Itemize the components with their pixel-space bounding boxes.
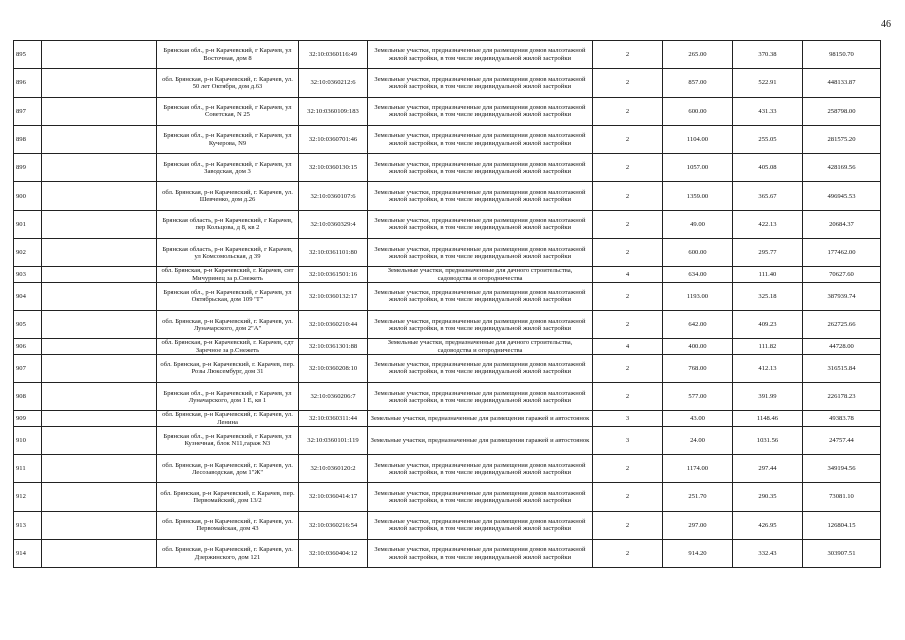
row-address: Брянская обл., р-н Карачевский, г Карачев, ул Кучерова, N9: [157, 125, 299, 153]
row-area: 297.00: [663, 511, 733, 539]
table-row: [14, 339, 881, 354]
row-address: обл. Брянская, р-н Карачевский, г. Карачев, пер. Первомайский, дом 13/2: [157, 483, 299, 511]
row-spacer: [42, 282, 157, 310]
table-body: [14, 41, 881, 568]
row-cadastral-value: 73081.10: [803, 483, 881, 511]
row-area: 1359.00: [663, 182, 733, 210]
row-specific-value: 295.77: [733, 239, 803, 267]
row-cadastral-value: 303907.51: [803, 539, 881, 567]
row-specific-value: 426.95: [733, 511, 803, 539]
row-cadastral-number: 32:10:0361301:88: [299, 339, 368, 354]
row-cadastral-value: 70627.60: [803, 267, 881, 282]
row-group: 2: [593, 282, 663, 310]
row-group: 2: [593, 511, 663, 539]
table-row: [14, 483, 881, 511]
row-address: обл. Брянская, р-н Карачевский, г. Карачев, ул. Лесозаводская, дом 1"Ж": [157, 455, 299, 483]
row-number: 914: [14, 539, 42, 567]
row-cadastral-value: 126804.15: [803, 511, 881, 539]
row-number: 903: [14, 267, 42, 282]
row-number: 901: [14, 210, 42, 238]
row-area: 251.70: [663, 483, 733, 511]
row-area: 600.00: [663, 239, 733, 267]
row-specific-value: 431.33: [733, 97, 803, 125]
row-spacer: [42, 239, 157, 267]
row-area: 400.00: [663, 339, 733, 354]
row-address: Брянская область, р-н Карачевский, г Карачев, ул Комсомольская, д 39: [157, 239, 299, 267]
row-specific-value: 325.18: [733, 282, 803, 310]
page-number: 46: [881, 19, 891, 30]
row-cadastral-number: 32:10:0360216:54: [299, 511, 368, 539]
row-spacer: [42, 383, 157, 411]
table-row: [14, 97, 881, 125]
row-group: 2: [593, 69, 663, 97]
row-cadastral-value: 20684.37: [803, 210, 881, 238]
row-group: 2: [593, 97, 663, 125]
row-address: обл. Брянская, р-н Карачевский, г. Карачев, ул. Луначарского, дом 2"А": [157, 311, 299, 339]
row-land-use: Земельные участки, предназначенные для размещения домов малоэтажной жилой застройки, в том числе индивидуальной жилой застройки: [368, 41, 593, 69]
row-area: 1174.00: [663, 455, 733, 483]
row-group: 2: [593, 455, 663, 483]
row-cadastral-number: 32:10:0361101:80: [299, 239, 368, 267]
row-number: 896: [14, 69, 42, 97]
row-spacer: [42, 311, 157, 339]
row-group: 2: [593, 539, 663, 567]
table-row: [14, 69, 881, 97]
table-row: [14, 455, 881, 483]
row-address: Брянская обл., р-н Карачевский, г Карачев, ул Октябрьская, дом 109 "Г": [157, 282, 299, 310]
row-spacer: [42, 97, 157, 125]
row-address: обл. Брянская, р-н Карачевский, г. Карачев, ул. Шевченко, дом д.26: [157, 182, 299, 210]
row-group: 2: [593, 210, 663, 238]
row-spacer: [42, 339, 157, 354]
row-cadastral-number: 32:10:0360101:119: [299, 426, 368, 454]
row-cadastral-value: 448133.87: [803, 69, 881, 97]
row-cadastral-value: 316515.84: [803, 354, 881, 382]
row-cadastral-value: 44728.00: [803, 339, 881, 354]
row-group: 2: [593, 383, 663, 411]
row-specific-value: 332.43: [733, 539, 803, 567]
row-area: 1104.00: [663, 125, 733, 153]
row-specific-value: 412.13: [733, 354, 803, 382]
row-land-use: Земельные участки, предназначенные для размещения домов малоэтажной жилой застройки, в том числе индивидуальной жилой застройки: [368, 455, 593, 483]
row-address: обл. Брянская, р-н Карачевский, г. Карачев, ул. 50 лет Октября, дом д.63: [157, 69, 299, 97]
row-group: 4: [593, 339, 663, 354]
row-group: 2: [593, 154, 663, 182]
row-area: 914.20: [663, 539, 733, 567]
row-cadastral-number: 32:10:0360130:15: [299, 154, 368, 182]
row-spacer: [42, 455, 157, 483]
row-address: обл. Брянская, р-н Карачевский, г. Карачев, ул. Дзержинского, дом 121: [157, 539, 299, 567]
row-area: 49.00: [663, 210, 733, 238]
row-address: обл. Брянская, р-н Карачевский, г. Карачев, ул. Ленина: [157, 411, 299, 426]
row-area: 265.00: [663, 41, 733, 69]
row-spacer: [42, 411, 157, 426]
row-specific-value: 290.35: [733, 483, 803, 511]
row-land-use: Земельные участки, предназначенные для размещения домов малоэтажной жилой застройки, в том числе индивидуальной жилой застройки: [368, 539, 593, 567]
row-cadastral-number: 32:10:0361501:16: [299, 267, 368, 282]
row-cadastral-value: 496945.53: [803, 182, 881, 210]
row-specific-value: 422.13: [733, 210, 803, 238]
row-cadastral-value: 281575.20: [803, 125, 881, 153]
row-area: 857.00: [663, 69, 733, 97]
table-row: [14, 311, 881, 339]
row-spacer: [42, 182, 157, 210]
row-group: 3: [593, 411, 663, 426]
row-cadastral-value: 177462.00: [803, 239, 881, 267]
row-specific-value: 405.08: [733, 154, 803, 182]
row-cadastral-number: 32:10:0360414:17: [299, 483, 368, 511]
table-row: [14, 41, 881, 69]
row-area: 577.00: [663, 383, 733, 411]
row-specific-value: 522.91: [733, 69, 803, 97]
row-land-use: Земельные участки, предназначенные для размещения домов малоэтажной жилой застройки, в том числе индивидуальной жилой застройки: [368, 154, 593, 182]
row-cadastral-number: 32:10:0360404:12: [299, 539, 368, 567]
row-area: 1057.00: [663, 154, 733, 182]
row-cadastral-value: 24757.44: [803, 426, 881, 454]
table-row: [14, 154, 881, 182]
row-number: 902: [14, 239, 42, 267]
row-address: Брянская обл., р-н Карачевский, г Карачев, ул Кузнечная, блок N11,гараж N3: [157, 426, 299, 454]
table-row: [14, 182, 881, 210]
row-area: 642.00: [663, 311, 733, 339]
row-cadastral-number: 32:10:0360210:44: [299, 311, 368, 339]
row-cadastral-number: 32:10:0360329:4: [299, 210, 368, 238]
row-number: 910: [14, 426, 42, 454]
row-specific-value: 297.44: [733, 455, 803, 483]
row-address: обл. Брянская, р-н Карачевский, г. Карачев, сдт Заречное за р.Снежеть: [157, 339, 299, 354]
row-address: Брянская обл., р-н Карачевский, г Карачев, ул Восточная, дом 8: [157, 41, 299, 69]
row-number: 913: [14, 511, 42, 539]
row-cadastral-number: 32:10:0360109:183: [299, 97, 368, 125]
row-cadastral-value: 349194.56: [803, 455, 881, 483]
row-land-use: Земельные участки, предназначенные для размещения домов малоэтажной жилой застройки, в том числе индивидуальной жилой застройки: [368, 483, 593, 511]
row-cadastral-value: 387939.74: [803, 282, 881, 310]
row-cadastral-value: 49383.78: [803, 411, 881, 426]
row-spacer: [42, 511, 157, 539]
row-spacer: [42, 41, 157, 69]
row-spacer: [42, 354, 157, 382]
row-address: Брянская область, р-н Карачевский, г Карачев, пер Кольцова, д 8, кв 2: [157, 210, 299, 238]
row-number: 897: [14, 97, 42, 125]
table-row: [14, 267, 881, 282]
row-group: 2: [593, 311, 663, 339]
row-specific-value: 409.23: [733, 311, 803, 339]
row-address: обл. Брянская, р-н Карачевский, г. Карачев, пер. Розы Люксембург, дом 31: [157, 354, 299, 382]
row-area: 24.00: [663, 426, 733, 454]
row-group: 2: [593, 125, 663, 153]
row-cadastral-value: 258798.00: [803, 97, 881, 125]
row-spacer: [42, 125, 157, 153]
row-cadastral-number: 32:10:0360208:10: [299, 354, 368, 382]
table-row: [14, 411, 881, 426]
row-cadastral-value: 98150.70: [803, 41, 881, 69]
table-row: [14, 383, 881, 411]
row-cadastral-value: 428169.56: [803, 154, 881, 182]
row-cadastral-number: 32:10:0360212:6: [299, 69, 368, 97]
row-number: 906: [14, 339, 42, 354]
row-land-use: Земельные участки, предназначенные для размещения домов малоэтажной жилой застройки, в том числе индивидуальной жилой застройки: [368, 511, 593, 539]
row-cadastral-value: 226178.23: [803, 383, 881, 411]
row-spacer: [42, 69, 157, 97]
row-specific-value: 1148.46: [733, 411, 803, 426]
row-area: 1193.00: [663, 282, 733, 310]
row-specific-value: 111.82: [733, 339, 803, 354]
table-row: [14, 354, 881, 382]
table-row: [14, 539, 881, 567]
row-number: 899: [14, 154, 42, 182]
row-cadastral-number: 32:10:0360701:46: [299, 125, 368, 153]
row-land-use: Земельные участки, предназначенные для размещения домов малоэтажной жилой застройки, в том числе индивидуальной жилой застройки: [368, 354, 593, 382]
row-spacer: [42, 539, 157, 567]
row-land-use: Земельные участки, предназначенные для размещения домов малоэтажной жилой застройки, в том числе индивидуальной жилой застройки: [368, 311, 593, 339]
row-group: 2: [593, 354, 663, 382]
cadastral-value-table: [13, 40, 881, 568]
row-number: 895: [14, 41, 42, 69]
row-specific-value: 365.67: [733, 182, 803, 210]
row-specific-value: 1031.56: [733, 426, 803, 454]
row-land-use: Земельные участки, предназначенные для дачного строительства, садоводства и огородничества: [368, 339, 593, 354]
table-row: [14, 282, 881, 310]
row-specific-value: 255.05: [733, 125, 803, 153]
table-row: [14, 210, 881, 238]
row-number: 908: [14, 383, 42, 411]
row-land-use: Земельные участки, предназначенные для размещения домов малоэтажной жилой застройки, в том числе индивидуальной жилой застройки: [368, 69, 593, 97]
row-land-use: Земельные участки, предназначенные для размещения домов малоэтажной жилой застройки, в том числе индивидуальной жилой застройки: [368, 97, 593, 125]
row-land-use: Земельные участки, предназначенные для размещения домов малоэтажной жилой застройки, в том числе индивидуальной жилой застройки: [368, 210, 593, 238]
row-address: Брянская обл., р-н Карачевский, г Карачев, ул Советская, N 25: [157, 97, 299, 125]
row-address: обл. Брянская, р-н Карачевский, г. Карачев, ул. Первомайская, дом 43: [157, 511, 299, 539]
row-group: 2: [593, 483, 663, 511]
row-number: 911: [14, 455, 42, 483]
row-group: 2: [593, 182, 663, 210]
row-land-use: Земельные участки, предназначенные для размещения гаражей и автостоянок: [368, 411, 593, 426]
row-cadastral-number: 32:10:0360311:44: [299, 411, 368, 426]
table-row: [14, 426, 881, 454]
row-address: обл. Брянская, р-н Карачевский, г. Карачев, снт Мичуринец за р.Снежеть: [157, 267, 299, 282]
row-group: 2: [593, 239, 663, 267]
row-cadastral-value: 262725.66: [803, 311, 881, 339]
row-spacer: [42, 154, 157, 182]
table-row: [14, 125, 881, 153]
row-land-use: Земельные участки, предназначенные для размещения домов малоэтажной жилой застройки, в том числе индивидуальной жилой застройки: [368, 239, 593, 267]
row-spacer: [42, 426, 157, 454]
row-specific-value: 111.40: [733, 267, 803, 282]
row-land-use: Земельные участки, предназначенные для размещения гаражей и автостоянок: [368, 426, 593, 454]
row-address: Брянская обл., р-н Карачевский, г Карачев, ул Луначарского, дом 1 Е, кв 1: [157, 383, 299, 411]
row-group: 2: [593, 41, 663, 69]
row-specific-value: 370.38: [733, 41, 803, 69]
row-cadastral-number: 32:10:0360107:6: [299, 182, 368, 210]
table-row: [14, 239, 881, 267]
row-land-use: Земельные участки, предназначенные для размещения домов малоэтажной жилой застройки, в том числе индивидуальной жилой застройки: [368, 182, 593, 210]
row-number: 909: [14, 411, 42, 426]
row-address: Брянская обл., р-н Карачевский, г Карачев, ул Заводская, дом 3: [157, 154, 299, 182]
row-land-use: Земельные участки, предназначенные для размещения домов малоэтажной жилой застройки, в том числе индивидуальной жилой застройки: [368, 282, 593, 310]
row-land-use: Земельные участки, предназначенные для размещения домов малоэтажной жилой застройки, в том числе индивидуальной жилой застройки: [368, 125, 593, 153]
row-cadastral-number: 32:10:0360116:49: [299, 41, 368, 69]
row-number: 898: [14, 125, 42, 153]
row-group: 4: [593, 267, 663, 282]
row-cadastral-number: 32:10:0360120:2: [299, 455, 368, 483]
row-area: 634.00: [663, 267, 733, 282]
row-number: 912: [14, 483, 42, 511]
row-land-use: Земельные участки, предназначенные для дачного строительства, садоводства и огородничества: [368, 267, 593, 282]
row-area: 600.00: [663, 97, 733, 125]
row-spacer: [42, 210, 157, 238]
row-number: 904: [14, 282, 42, 310]
row-spacer: [42, 267, 157, 282]
row-cadastral-number: 32:10:0360132:17: [299, 282, 368, 310]
row-specific-value: 391.99: [733, 383, 803, 411]
row-area: 768.00: [663, 354, 733, 382]
table-row: [14, 511, 881, 539]
row-cadastral-number: 32:10:0360206:7: [299, 383, 368, 411]
row-area: 43.00: [663, 411, 733, 426]
row-group: 3: [593, 426, 663, 454]
row-spacer: [42, 483, 157, 511]
row-number: 907: [14, 354, 42, 382]
row-number: 905: [14, 311, 42, 339]
row-land-use: Земельные участки, предназначенные для размещения домов малоэтажной жилой застройки, в том числе индивидуальной жилой застройки: [368, 383, 593, 411]
row-number: 900: [14, 182, 42, 210]
